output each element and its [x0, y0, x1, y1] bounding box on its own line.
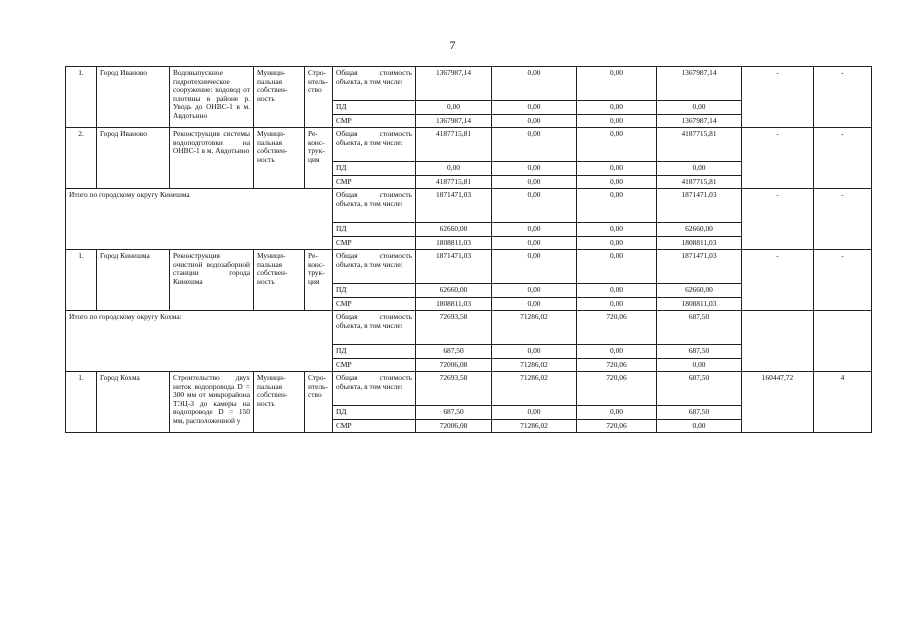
total-value-cell: 1871471,03	[416, 250, 492, 284]
term-cell: -	[814, 67, 872, 128]
row-number: 2.	[66, 128, 97, 189]
district-total-title: Итого по городскому округу Кохма:	[66, 311, 333, 372]
value-cell: 0,00	[577, 101, 657, 115]
value-cell: 687,50	[657, 406, 742, 420]
object-name-cell: Реконструкция очистной водозаборной станции города Кинешма	[170, 250, 254, 311]
value-cell: 71286,02	[492, 372, 577, 406]
value-cell: 1367987,14	[657, 67, 742, 101]
table-row	[66, 67, 872, 101]
value-cell: 0,00	[492, 406, 577, 420]
value-cell: 1871471,03	[657, 189, 742, 223]
value-cell: 0,00	[492, 128, 577, 162]
pd-label-cell: ПД	[333, 101, 416, 115]
value-cell: 0,00	[577, 189, 657, 223]
value-cell: 1808811,03	[657, 236, 742, 250]
term-cell: -	[814, 189, 872, 250]
value-cell: 0,00	[492, 223, 577, 237]
capacity-cell: -	[742, 189, 814, 250]
value-cell: 1871471,03	[657, 250, 742, 284]
total-value-cell: 72006,08	[416, 358, 492, 372]
table-row	[66, 128, 872, 162]
term-cell: -	[814, 250, 872, 311]
capacity-cell: 160447,72	[742, 372, 814, 433]
work-type-cell: Ре-конс-трук-ция	[305, 250, 333, 311]
value-cell: 720,06	[577, 358, 657, 372]
value-cell: 0,00	[577, 128, 657, 162]
ownership-cell: Муници-пальная собствен-ность	[254, 128, 305, 189]
capacity-cell: -	[742, 67, 814, 128]
pd-label-cell: ПД	[333, 162, 416, 176]
work-type-cell: Ре-конс-трук-ция	[305, 128, 333, 189]
value-cell: 720,06	[577, 419, 657, 433]
total-value-cell: 62660,00	[416, 223, 492, 237]
capacity-cell: -	[742, 250, 814, 311]
term-cell: -	[814, 128, 872, 189]
pd-label-cell: ПД	[333, 406, 416, 420]
row-number: 1.	[66, 250, 97, 311]
ownership-cell: Муници-пальная собствен-ность	[254, 372, 305, 433]
total-value-cell: 4187715,81	[416, 128, 492, 162]
total-value-cell: 1808811,03	[416, 297, 492, 311]
capacity-cell: -	[742, 128, 814, 189]
total-value-cell: 62660,00	[416, 284, 492, 298]
capacity-cell	[742, 311, 814, 372]
value-cell: 0,00	[577, 406, 657, 420]
total-value-cell: 0,00	[416, 162, 492, 176]
value-cell: 0,00	[657, 358, 742, 372]
value-cell: 0,00	[492, 101, 577, 115]
row-number: 1.	[66, 67, 97, 128]
value-cell: 0,00	[492, 67, 577, 101]
value-cell: 0,00	[492, 236, 577, 250]
total-value-cell: 687,50	[416, 345, 492, 359]
cost-label-cell: Общая стоимость объекта, в том числе:	[333, 189, 416, 223]
term-cell	[814, 311, 872, 372]
value-cell: 0,00	[577, 67, 657, 101]
total-row	[66, 189, 872, 223]
value-cell: 1808811,03	[657, 297, 742, 311]
value-cell: 687,50	[657, 311, 742, 345]
work-type-cell: Стро-итель-ство	[305, 372, 333, 433]
district-total-title: Итого по городскому округу Кинешма	[66, 189, 333, 250]
value-cell: 71286,02	[492, 358, 577, 372]
value-cell: 687,50	[657, 345, 742, 359]
smr-label-cell: СМР	[333, 297, 416, 311]
value-cell: 71286,02	[492, 311, 577, 345]
value-cell: 62660,00	[657, 284, 742, 298]
smr-label-cell: СМР	[333, 114, 416, 128]
value-cell: 71286,02	[492, 419, 577, 433]
cost-label-cell: Общая стоимость объекта, в том числе:	[333, 67, 416, 101]
object-name-cell: Строительство двух ниток водопровода D = 300 мм от микрорайона ТЭЦ-3 до камеры на водопроводе D = 150 мм, расположенной у	[170, 372, 254, 433]
value-cell: 0,00	[577, 114, 657, 128]
value-cell: 0,00	[492, 284, 577, 298]
work-type-cell: Стро-итель-ство	[305, 67, 333, 128]
value-cell: 0,00	[577, 345, 657, 359]
pd-label-cell: ПД	[333, 345, 416, 359]
value-cell: 0,00	[657, 162, 742, 176]
object-name-cell: Реконструкция системы водоподготовки на ОНВС-1 в м. Авдотьино	[170, 128, 254, 189]
total-value-cell: 72006,08	[416, 419, 492, 433]
pd-label-cell: ПД	[333, 223, 416, 237]
total-value-cell: 72693,58	[416, 311, 492, 345]
value-cell: 687,50	[657, 372, 742, 406]
term-cell: 4	[814, 372, 872, 433]
smr-label-cell: СМР	[333, 358, 416, 372]
cost-label-cell: Общая стоимость объекта, в том числе:	[333, 250, 416, 284]
total-value-cell: 687,50	[416, 406, 492, 420]
value-cell: 0,00	[577, 236, 657, 250]
objects-table	[65, 66, 872, 433]
ownership-cell: Муници-пальная собствен-ность	[254, 250, 305, 311]
value-cell: 720,06	[577, 311, 657, 345]
row-number: 1.	[66, 372, 97, 433]
object-name-cell: Водовыпускное гидротехническое сооружение: водовод от плотины в районе р. Уводь до ОНВС-1 в м. Авдотьино	[170, 67, 254, 128]
value-cell: 0,00	[577, 250, 657, 284]
value-cell: 0,00	[492, 162, 577, 176]
smr-label-cell: СМР	[333, 175, 416, 189]
pd-label-cell: ПД	[333, 284, 416, 298]
municipality-cell: Город Кинешма	[97, 250, 170, 311]
total-value-cell: 1367987,14	[416, 67, 492, 101]
total-value-cell: 1871471,03	[416, 189, 492, 223]
value-cell: 0,00	[492, 250, 577, 284]
ownership-cell: Муници-пальная собствен-ность	[254, 67, 305, 128]
value-cell: 0,00	[657, 419, 742, 433]
value-cell: 720,06	[577, 372, 657, 406]
value-cell: 4187715,81	[657, 175, 742, 189]
municipality-cell: Город Иваново	[97, 128, 170, 189]
value-cell: 0,00	[577, 162, 657, 176]
total-value-cell: 4187715,81	[416, 175, 492, 189]
value-cell: 4187715,81	[657, 128, 742, 162]
municipality-cell: Город Иваново	[97, 67, 170, 128]
value-cell: 1367987,14	[657, 114, 742, 128]
table-row	[66, 372, 872, 406]
value-cell: 0,00	[577, 284, 657, 298]
smr-label-cell: СМР	[333, 236, 416, 250]
value-cell: 0,00	[492, 297, 577, 311]
total-value-cell: 0,00	[416, 101, 492, 115]
cost-label-cell: Общая стоимость объекта, в том числе:	[333, 128, 416, 162]
total-value-cell: 72693,58	[416, 372, 492, 406]
value-cell: 0,00	[492, 345, 577, 359]
cost-label-cell: Общая стоимость объекта, в том числе:	[333, 311, 416, 345]
total-value-cell: 1367987,14	[416, 114, 492, 128]
value-cell: 62660,00	[657, 223, 742, 237]
table-row	[66, 250, 872, 284]
municipality-cell: Город Кохма	[97, 372, 170, 433]
value-cell: 0,00	[577, 175, 657, 189]
page-number: 7	[449, 38, 456, 52]
value-cell: 0,00	[492, 189, 577, 223]
value-cell: 0,00	[492, 114, 577, 128]
value-cell: 0,00	[492, 175, 577, 189]
value-cell: 0,00	[577, 297, 657, 311]
cost-label-cell: Общая стоимость объекта, в том числе:	[333, 372, 416, 406]
value-cell: 0,00	[657, 101, 742, 115]
total-row	[66, 311, 872, 345]
total-value-cell: 1808811,03	[416, 236, 492, 250]
value-cell: 0,00	[577, 223, 657, 237]
smr-label-cell: СМР	[333, 419, 416, 433]
